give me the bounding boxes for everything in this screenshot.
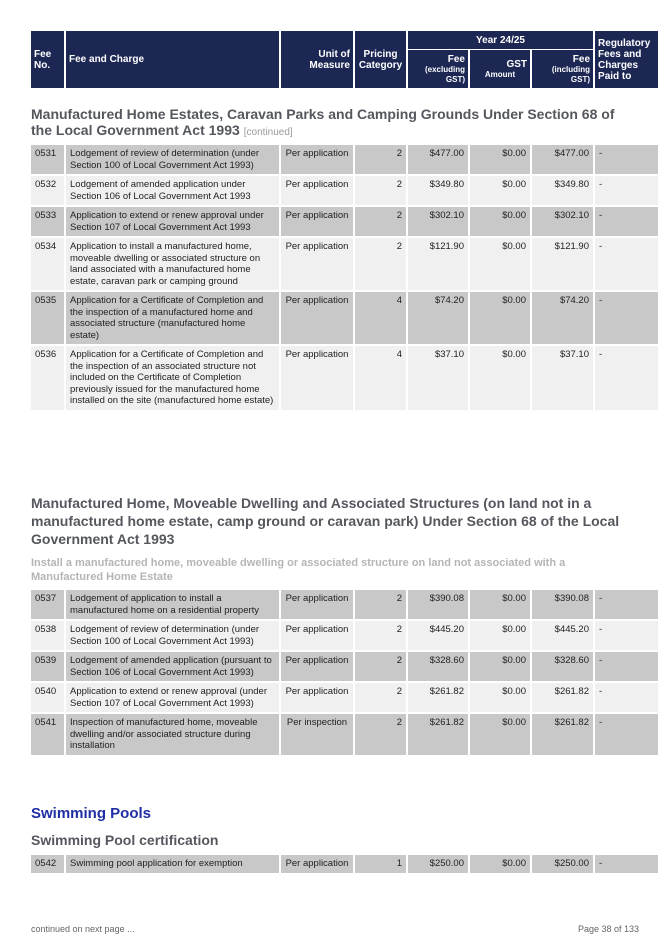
- fee-number-cell: 0539: [31, 652, 66, 683]
- gst-amount-cell: $0.00: [470, 292, 532, 346]
- fee-number-cell: 0533: [31, 207, 66, 238]
- unit-of-measure-cell: Per application: [281, 590, 355, 621]
- table-row: [31, 207, 658, 238]
- fee-excl-gst-cell: $390.08: [408, 590, 470, 621]
- table-row: [31, 176, 658, 207]
- fee-description-cell: Lodgement of review of determination (under Section 100 of Local Government Act 1993): [66, 621, 281, 652]
- regulatory-cell: -: [595, 683, 658, 714]
- fee-number-cell: 0535: [31, 292, 66, 346]
- unit-of-measure-cell: Per application: [281, 207, 355, 238]
- section-1-title-text: Manufactured Home Estates, Caravan Parks and Camping Grounds Under Section 68 of the Local Government Act 1993: [31, 106, 615, 138]
- section-2-subtitle: Install a manufactured home, moveable dwelling or associated structure on land not associated with a Manufactured Home Estate: [31, 557, 566, 583]
- fee-excl-gst-cell: $261.82: [408, 714, 470, 757]
- section-manufactured-home-estates: [31, 106, 638, 141]
- section-3-title: Swimming Pools: [31, 805, 152, 822]
- fee-excl-gst-cell: $302.10: [408, 207, 470, 238]
- continued-label: [continued]: [243, 127, 293, 138]
- pricing-category-cell: 2: [355, 683, 408, 714]
- unit-of-measure-cell: Per application: [281, 145, 355, 176]
- header-fee-incl-label: Fee: [572, 53, 591, 65]
- table-row: [31, 652, 658, 683]
- header-fee-excl-sub: (excluding GST): [424, 64, 465, 84]
- header-gst: [470, 50, 532, 89]
- gst-amount-cell: $0.00: [470, 238, 532, 292]
- regulatory-cell: -: [595, 714, 658, 757]
- gst-amount-cell: $0.00: [470, 207, 532, 238]
- section-2-table: [31, 590, 658, 757]
- regulatory-cell: -: [595, 238, 658, 292]
- header-year: Year 24/25: [408, 31, 595, 50]
- gst-amount-cell: $0.00: [470, 145, 532, 176]
- header-gst-label: GST: [506, 58, 527, 70]
- header-fee-incl-sub: (including GST): [551, 64, 591, 84]
- header-fee-incl: [532, 50, 595, 89]
- pricing-category-cell: 2: [355, 145, 408, 176]
- fee-excl-gst-cell: $250.00: [408, 855, 470, 875]
- fee-incl-gst-cell: $477.00: [532, 145, 595, 176]
- table-row: [31, 855, 658, 875]
- section-1-title: [31, 106, 638, 141]
- gst-amount-cell: $0.00: [470, 714, 532, 757]
- gst-amount-cell: $0.00: [470, 346, 532, 412]
- fee-number-cell: 0537: [31, 590, 66, 621]
- unit-of-measure-cell: Per application: [281, 683, 355, 714]
- pricing-category-cell: 4: [355, 346, 408, 412]
- table-row: [31, 683, 658, 714]
- gst-amount-cell: $0.00: [470, 683, 532, 714]
- section-3-subtitle: Swimming Pool certification: [31, 832, 219, 848]
- section-manufactured-home-moveable-dwelling: [31, 494, 638, 584]
- header-fee-excl: [408, 50, 470, 89]
- pricing-category-cell: 2: [355, 590, 408, 621]
- gst-amount-cell: $0.00: [470, 590, 532, 621]
- fee-incl-gst-cell: $37.10: [532, 346, 595, 412]
- unit-of-measure-cell: Per inspection: [281, 714, 355, 757]
- fee-description-cell: Swimming pool application for exemption: [66, 855, 281, 875]
- unit-of-measure-cell: Per application: [281, 238, 355, 292]
- table-row: [31, 145, 658, 176]
- fee-incl-gst-cell: $349.80: [532, 176, 595, 207]
- fee-incl-gst-cell: $250.00: [532, 855, 595, 875]
- fee-description-cell: Application to extend or renew approval under Section 107 of Local Government Act 1993: [66, 207, 281, 238]
- fee-incl-gst-cell: $390.08: [532, 590, 595, 621]
- gst-amount-cell: $0.00: [470, 855, 532, 875]
- table-row: [31, 714, 658, 757]
- pricing-category-cell: 2: [355, 621, 408, 652]
- table-row: [31, 621, 658, 652]
- pricing-category-cell: 4: [355, 292, 408, 346]
- pricing-category-cell: 2: [355, 176, 408, 207]
- regulatory-cell: -: [595, 621, 658, 652]
- fee-description-cell: Lodgement of application to install a manufactured home on a residential property: [66, 590, 281, 621]
- section-1-table: [31, 145, 658, 412]
- fee-incl-gst-cell: $445.20: [532, 621, 595, 652]
- fee-number-cell: 0531: [31, 145, 66, 176]
- regulatory-cell: -: [595, 590, 658, 621]
- pricing-category-cell: 2: [355, 238, 408, 292]
- unit-of-measure-cell: Per application: [281, 346, 355, 412]
- unit-of-measure-cell: Per application: [281, 652, 355, 683]
- fee-excl-gst-cell: $349.80: [408, 176, 470, 207]
- pricing-category-cell: 2: [355, 714, 408, 757]
- fee-description-cell: Lodgement of amended application (pursuant to Section 106 of Local Government Act 1993): [66, 652, 281, 683]
- table-row: [31, 238, 658, 292]
- fee-excl-gst-cell: $445.20: [408, 621, 470, 652]
- table-row: [31, 292, 658, 346]
- unit-of-measure-cell: Per application: [281, 621, 355, 652]
- header-pricing-category: Pricing Category: [355, 31, 408, 89]
- fee-description-cell: Application for a Certificate of Completion and the inspection of an associated structure not included on the Certificate of Completion previously issued for the manufactured home installed on the site (manufactured home estate): [66, 346, 281, 412]
- fee-incl-gst-cell: $302.10: [532, 207, 595, 238]
- regulatory-cell: -: [595, 652, 658, 683]
- section-3-table-block: [31, 855, 638, 875]
- unit-of-measure-cell: Per application: [281, 176, 355, 207]
- regulatory-cell: -: [595, 145, 658, 176]
- fee-description-cell: Lodgement of review of determination (under Section 100 of Local Government Act 1993): [66, 145, 281, 176]
- fee-incl-gst-cell: $261.82: [532, 714, 595, 757]
- pricing-category-cell: 2: [355, 652, 408, 683]
- header-unit-of-measure: Unit of Measure: [281, 31, 355, 89]
- fee-number-cell: 0540: [31, 683, 66, 714]
- fee-table-header: [31, 31, 658, 89]
- header-gst-sub: Amount: [484, 69, 516, 79]
- section-2-table-block: [31, 590, 638, 757]
- continued-footer: continued on next page ...: [31, 924, 135, 934]
- fee-description-cell: Lodgement of amended application under Section 106 of Local Government Act 1993: [66, 176, 281, 207]
- regulatory-cell: -: [595, 346, 658, 412]
- fee-number-cell: 0532: [31, 176, 66, 207]
- fee-incl-gst-cell: $74.20: [532, 292, 595, 346]
- table-row: [31, 346, 658, 412]
- gst-amount-cell: $0.00: [470, 652, 532, 683]
- gst-amount-cell: $0.00: [470, 176, 532, 207]
- section-2-title: Manufactured Home, Moveable Dwelling and Associated Structures (on land not in a manufactured home estate, camp ground or caravan park) Under Section 68 of the Local Government Act 1993: [31, 495, 620, 547]
- fee-number-cell: 0534: [31, 238, 66, 292]
- fee-excl-gst-cell: $121.90: [408, 238, 470, 292]
- fee-incl-gst-cell: $261.82: [532, 683, 595, 714]
- header-regulatory: Regulatory Fees and Charges Paid to: [595, 31, 658, 89]
- fee-description-cell: Application for a Certificate of Completion and the inspection of a manufactured home and associated structure (manufactured home estate): [66, 292, 281, 346]
- section-1-table-block: [31, 145, 638, 412]
- fee-description-cell: Application to extend or renew approval (under Section 107 of Local Government Act 1993): [66, 683, 281, 714]
- regulatory-cell: -: [595, 855, 658, 875]
- page-number: Page 38 of 133: [577, 924, 639, 934]
- regulatory-cell: -: [595, 207, 658, 238]
- fee-number-cell: 0536: [31, 346, 66, 412]
- unit-of-measure-cell: Per application: [281, 855, 355, 875]
- unit-of-measure-cell: Per application: [281, 292, 355, 346]
- fee-excl-gst-cell: $37.10: [408, 346, 470, 412]
- fee-number-cell: 0541: [31, 714, 66, 757]
- regulatory-cell: -: [595, 176, 658, 207]
- gst-amount-cell: $0.00: [470, 621, 532, 652]
- fee-excl-gst-cell: $328.60: [408, 652, 470, 683]
- header-fee-excl-label: Fee: [447, 53, 465, 65]
- section-swimming-pools: [31, 805, 638, 848]
- table-row: [31, 590, 658, 621]
- header-fee-no: Fee No.: [31, 31, 66, 89]
- pricing-category-cell: 2: [355, 207, 408, 238]
- fee-description-cell: Application to install a manufactured home, moveable dwelling or associated structure on land associated with a manufactured home estate, caravan park or camping ground: [66, 238, 281, 292]
- fee-incl-gst-cell: $328.60: [532, 652, 595, 683]
- header-fee-and-charge: Fee and Charge: [66, 31, 281, 89]
- fee-incl-gst-cell: $121.90: [532, 238, 595, 292]
- fee-excl-gst-cell: $261.82: [408, 683, 470, 714]
- regulatory-cell: -: [595, 292, 658, 346]
- section-3-table: [31, 855, 658, 875]
- fee-excl-gst-cell: $74.20: [408, 292, 470, 346]
- fee-excl-gst-cell: $477.00: [408, 145, 470, 176]
- fee-description-cell: Inspection of manufactured home, moveable dwelling and/or associated structure during installation: [66, 714, 281, 757]
- fee-number-cell: 0538: [31, 621, 66, 652]
- fee-table-header-block: [31, 31, 651, 89]
- pricing-category-cell: 1: [355, 855, 408, 875]
- fee-number-cell: 0542: [31, 855, 66, 875]
